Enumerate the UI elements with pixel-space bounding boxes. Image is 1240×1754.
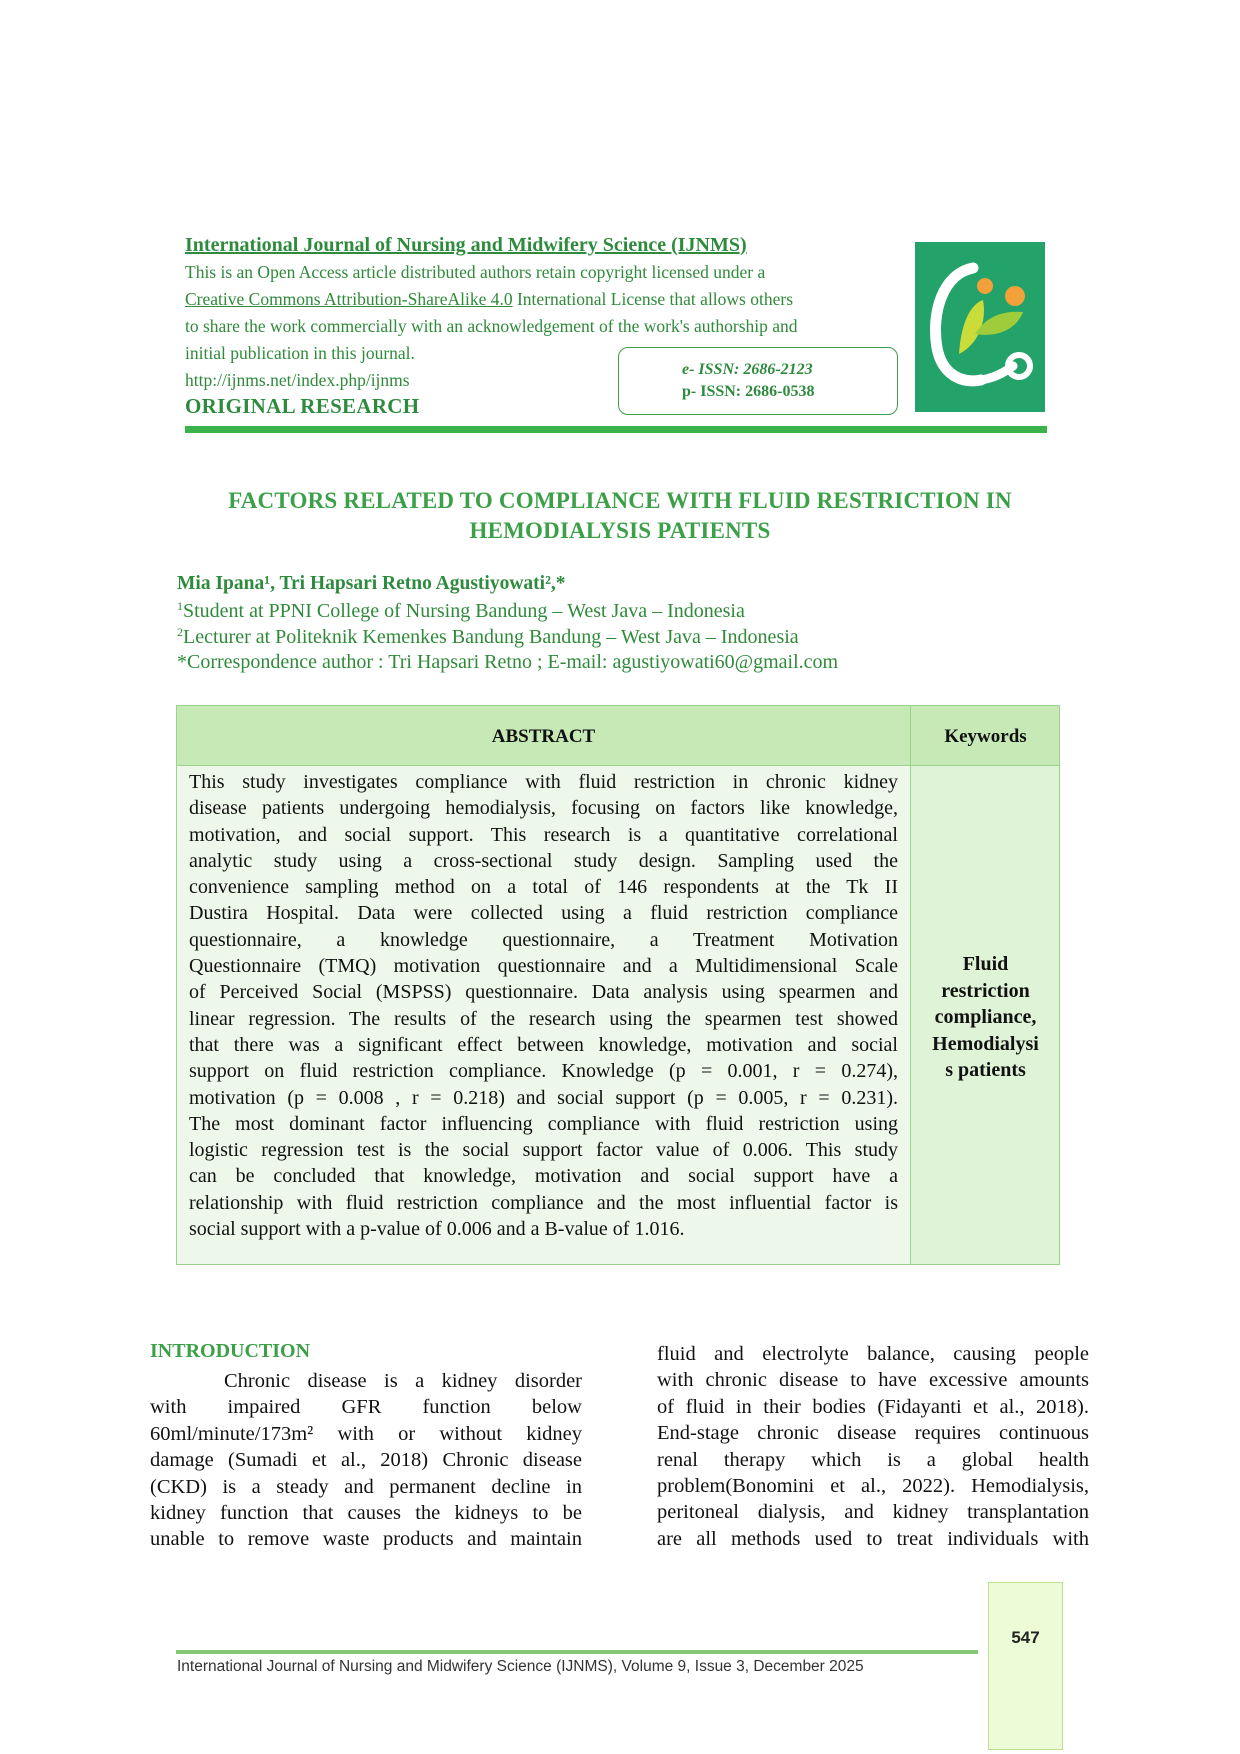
body-line: fluid and electrolyte balance, causing people	[657, 1343, 1089, 1365]
license-line: initial publication in this journal.	[185, 343, 415, 363]
body-column-left	[150, 1368, 582, 1553]
journal-logo-icon	[915, 242, 1045, 412]
body-line: (CKD) is a steady and permanent decline in	[150, 1475, 582, 1498]
keywords-text	[911, 951, 1060, 1084]
abstract-line: questionnaire, a knowledge questionnaire, a Treatment Motivation	[189, 928, 898, 951]
body-line: End-stage chronic disease requires continuous	[657, 1422, 1089, 1445]
title-line: FACTORS RELATED TO COMPLIANCE WITH FLUID RESTRICTION IN	[228, 488, 1012, 513]
body-line: Chronic disease is a kidney disorder	[224, 1370, 582, 1392]
introduction-heading: INTRODUCTION	[150, 1340, 311, 1362]
keyword-line: Fluid	[962, 953, 1009, 975]
keyword-line: Hemodialysi	[932, 1032, 1039, 1055]
body-line: damage (Sumadi et al., 2018) Chronic disease	[150, 1449, 582, 1472]
abstract-text	[189, 769, 898, 1242]
body-line: problem(Bonomini et al., 2022). Hemodialysis,	[657, 1474, 1089, 1497]
abstract-heading: ABSTRACT	[491, 726, 596, 747]
body-line: unable to remove waste products and maintain	[150, 1528, 582, 1551]
license-line	[185, 286, 900, 313]
abstract-line: disease patients undergoing hemodialysis, focusing on factors like knowledge,	[189, 797, 898, 820]
body-line: 60ml/minute/173m² with or without kidney	[150, 1422, 582, 1445]
page-number: 547	[1011, 1628, 1040, 1647]
section-label: ORIGINAL RESEARCH	[185, 394, 420, 418]
title-line: HEMODIALYSIS PATIENTS	[469, 518, 771, 543]
abstract-line: The most dominant factor influencing compliance with fluid restriction using	[189, 1112, 898, 1135]
affiliation-marker: 1	[177, 599, 183, 613]
journal-title[interactable]: International Journal of Nursing and Midwifery Science (IJNMS)	[185, 234, 747, 256]
footer-citation: International Journal of Nursing and Midwifery Science (IJNMS), Volume 9, Issue 3, December 2025	[177, 1658, 864, 1675]
body-line: peritoneal dialysis, and kidney transplantation	[657, 1501, 1089, 1524]
affiliation-text: Student at PPNI College of Nursing Bandung – West Java – Indonesia	[183, 600, 745, 622]
affiliation-2	[177, 625, 799, 649]
abstract-line: support on fluid restriction compliance. Knowledge (p = 0.001, r = 0.274),	[189, 1060, 898, 1083]
body-line: with chronic disease to have excessive amounts	[657, 1369, 1089, 1392]
keyword-line: restriction	[941, 979, 1030, 1002]
keyword-line: s patients	[945, 1059, 1026, 1081]
journal-url[interactable]: http://ijnms.net/index.php/ijnms	[185, 370, 410, 390]
body-line: are all methods used to treat individuals with	[657, 1527, 1089, 1550]
abstract-line: analytic study using a cross-sectional study design. Sampling used the	[189, 849, 898, 872]
body-line: of fluid in their bodies (Fidayanti et al., 2018).	[657, 1395, 1089, 1418]
e-issn: e- ISSN: 2686-2123	[682, 361, 813, 378]
body-line: renal therapy which is a global health	[657, 1448, 1089, 1471]
body-line: kidney function that causes the kidneys to be	[150, 1501, 582, 1524]
keywords-heading: Keywords	[944, 726, 1027, 747]
affiliation-text: Lecturer at Politeknik Kemenkes Bandung Bandung – West Java – Indonesia	[183, 626, 799, 648]
keyword-line: compliance,	[934, 1006, 1037, 1028]
correspondence: *Correspondence author : Tri Hapsari Retno ; E-mail: agustiyowati60@gmail.com	[177, 651, 839, 673]
abstract-line: convenience sampling method on a total of 146 respondents at the Tk II	[189, 876, 898, 899]
body-column-right	[657, 1341, 1089, 1552]
authors: Mia Ipana¹, Tri Hapsari Retno Agustiyowati²,*	[177, 573, 566, 594]
abstract-line: that there was a significant effect between knowledge, motivation and social	[189, 1033, 898, 1056]
header-rule	[185, 426, 1047, 433]
abstract-line: Questionnaire (TMQ) motivation questionnaire and a Multidimensional Scale	[189, 955, 898, 978]
license-line: to share the work commercially with an acknowledgement of the work's authorship and	[185, 316, 798, 336]
abstract-line: Dustira Hospital. Data were collected using a fluid restriction compliance	[189, 902, 898, 925]
page-number-box	[988, 1582, 1063, 1750]
abstract-line: social support with a p-value of 0.006 and a B-value of 1.016.	[189, 1218, 685, 1241]
license-line-rest: International License that allows others	[512, 289, 794, 309]
abstract-line: of Perceived Social (MSPSS) questionnaire. Data analysis using spearmen and	[189, 981, 898, 1004]
issn-box	[618, 347, 898, 415]
affiliation-marker: 2	[177, 625, 183, 639]
p-issn: p- ISSN: 2686-0538	[682, 383, 815, 400]
abstract-line: This study investigates compliance with fluid restriction in chronic kidney	[189, 771, 898, 793]
abstract-line: logistic regression test is the social support factor value of 0.006. This study	[189, 1139, 898, 1162]
body-line: with impaired GFR function below	[150, 1396, 582, 1419]
abstract-line: motivation (p = 0.008 , r = 0.218) and social support (p = 0.005, r = 0.231).	[189, 1086, 898, 1109]
abstract-line: linear regression. The results of the research using the spearmen test showed	[189, 1007, 898, 1030]
affiliation-1	[177, 599, 745, 623]
abstract-line: can be concluded that knowledge, motivation and social support have a	[189, 1165, 898, 1188]
footer-rule	[176, 1650, 978, 1654]
license-link[interactable]: Creative Commons Attribution-ShareAlike 4.0	[185, 289, 513, 309]
abstract-line: relationship with fluid restriction compliance and the most influential factor is	[189, 1191, 898, 1214]
abstract-line: motivation, and social support. This research is a quantitative correlational	[189, 823, 898, 846]
license-line: This is an Open Access article distributed authors retain copyright licensed under a	[185, 262, 766, 282]
paper-title	[150, 486, 1090, 546]
